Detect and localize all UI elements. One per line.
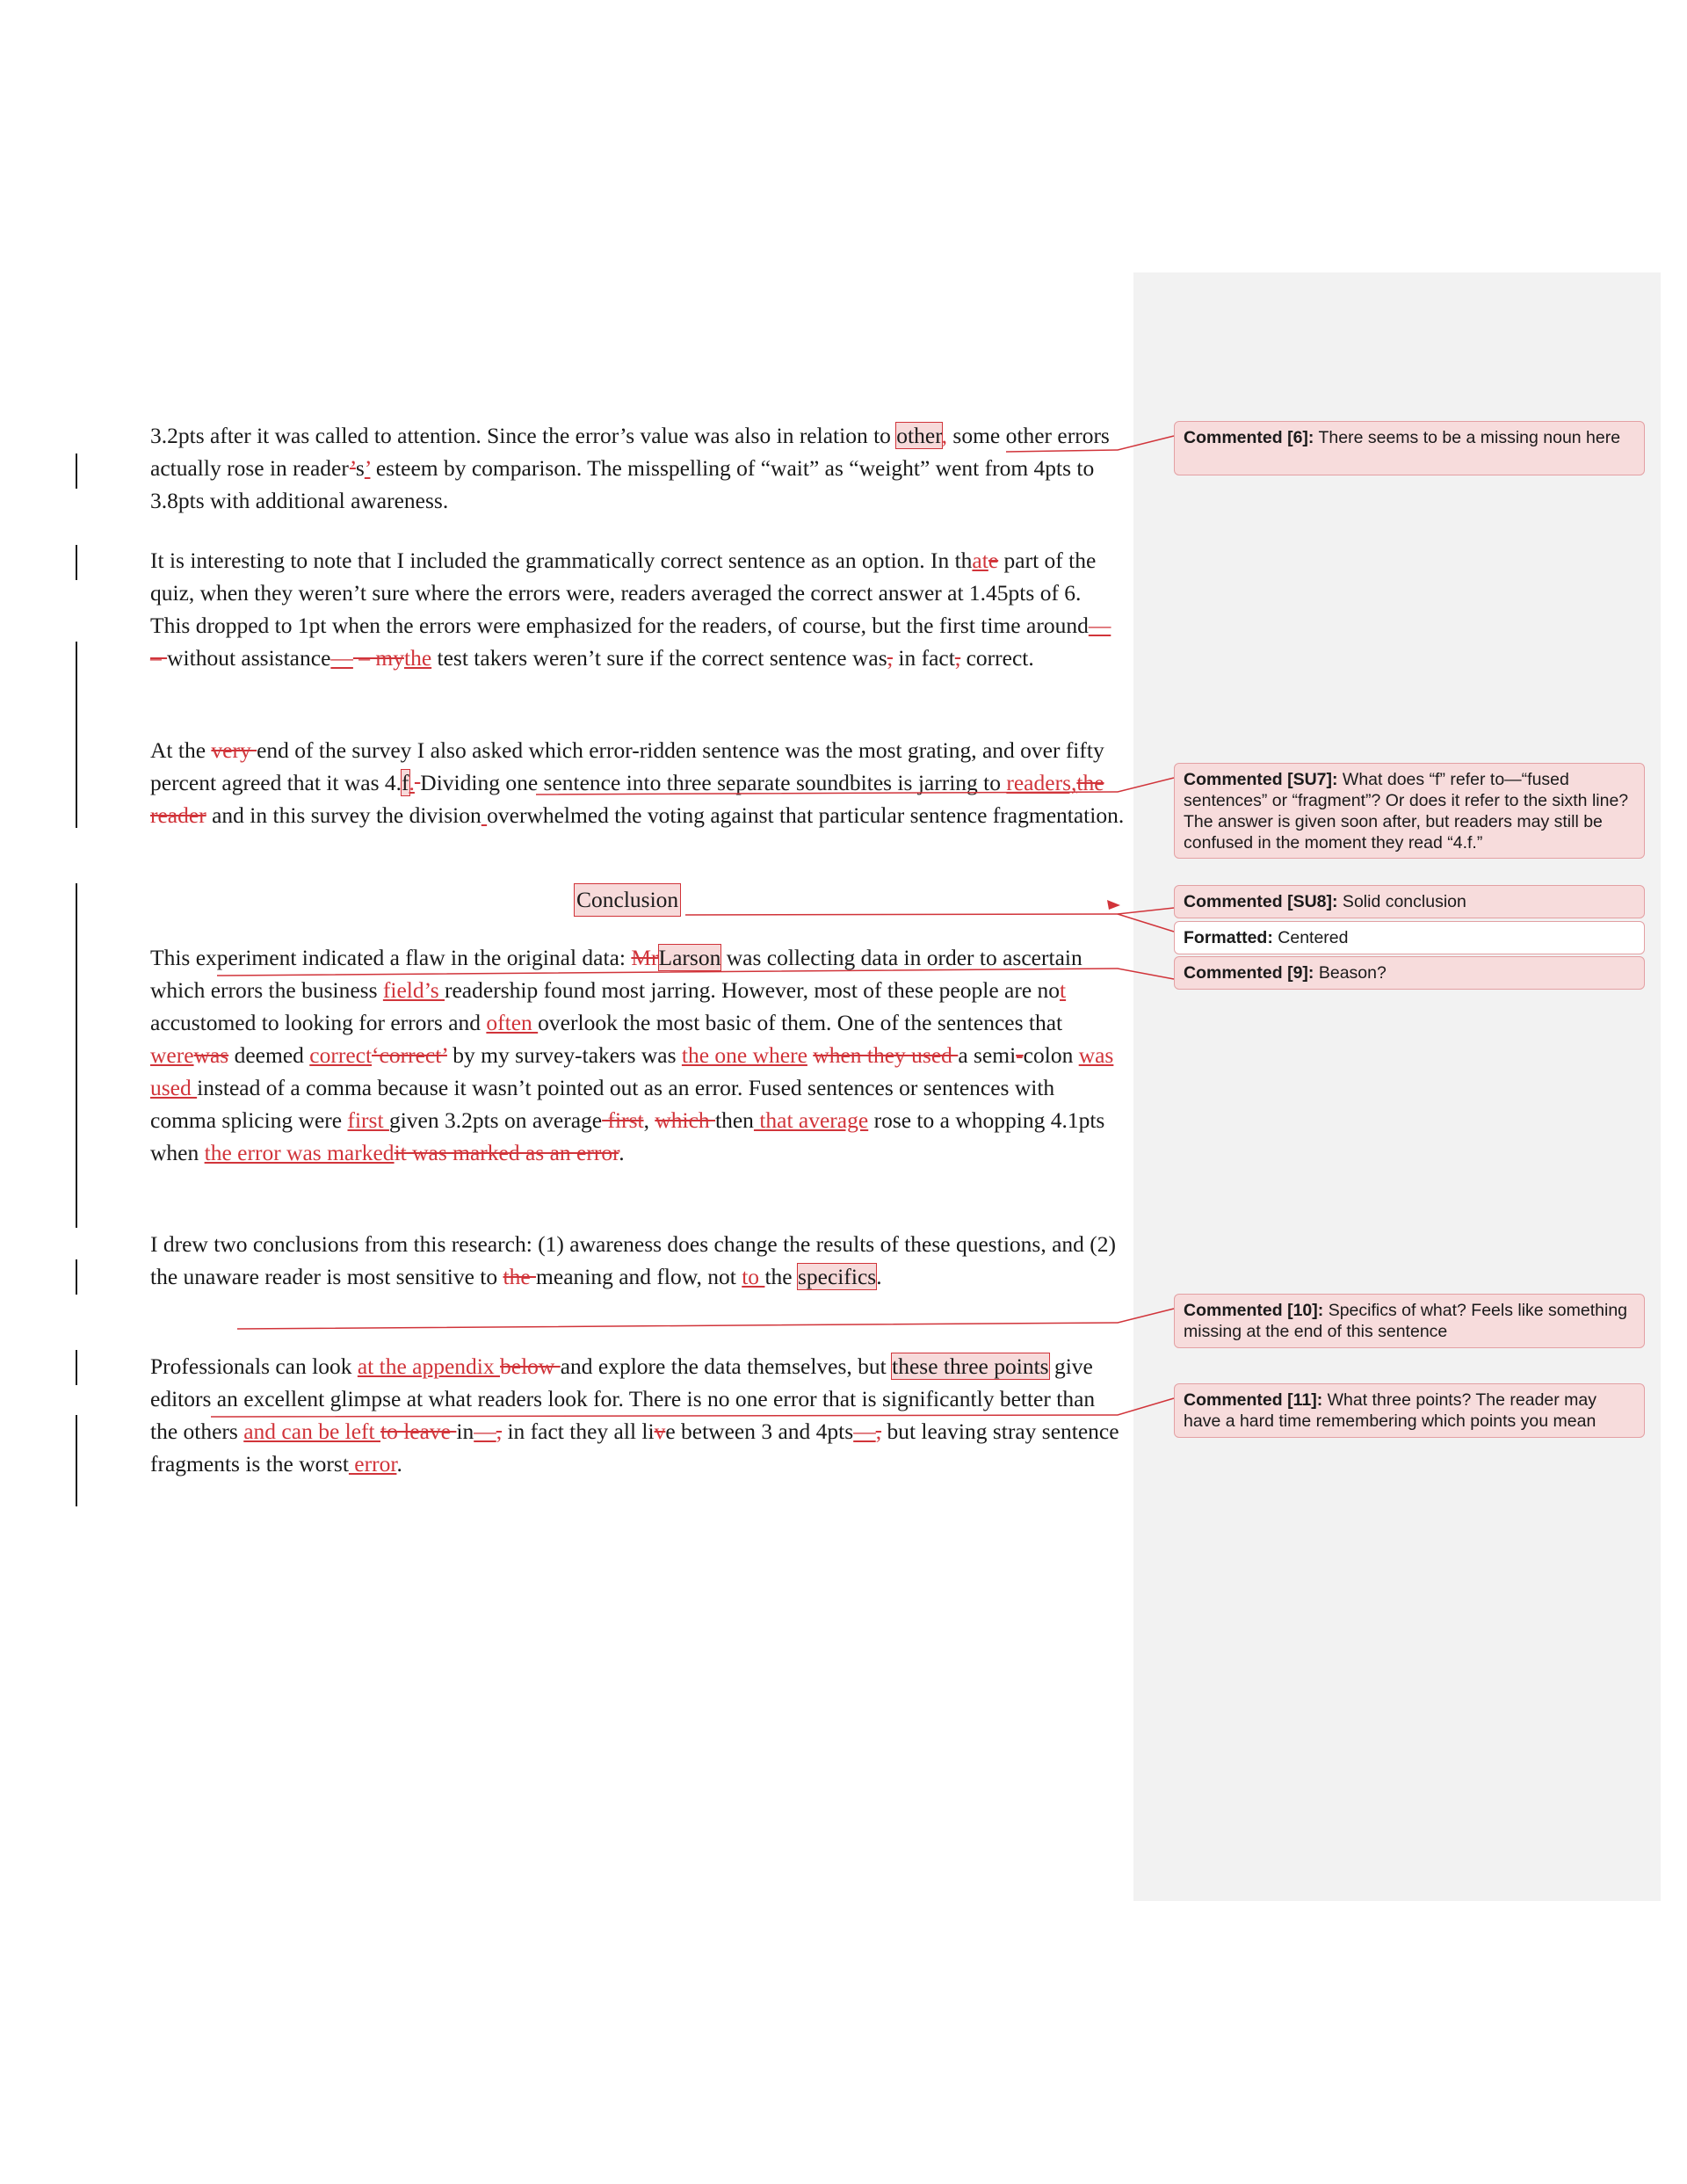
text-run: overlook the most basic of them. One of the sentences that: [538, 1010, 1063, 1035]
insertion: the error was marked: [204, 1140, 395, 1165]
deletion: which: [655, 1107, 716, 1133]
text-run: and explore the data themselves, but: [560, 1353, 893, 1379]
comment-text: Centered: [1272, 928, 1349, 947]
comment-anchor[interactable]: other: [896, 423, 942, 448]
comment-text: There seems to be a missing noun here: [1314, 428, 1621, 447]
insertion: that average: [753, 1107, 869, 1133]
comment-connector-line: [1118, 914, 1174, 932]
insertion: field’s: [382, 977, 445, 1003]
text-run: colon: [1023, 1042, 1079, 1068]
deletion: ’: [349, 455, 356, 481]
text-run: rose to a whopping 4.1pts when: [150, 1107, 1105, 1165]
text-run: correct.: [960, 645, 1034, 671]
comment-balloon[interactable]: [1174, 1294, 1645, 1348]
deletion: – my: [352, 645, 404, 671]
text-run: Professionals can look: [150, 1353, 358, 1379]
deletion: to leave: [380, 1419, 457, 1444]
comment-anchor[interactable]: f: [402, 770, 409, 795]
insertion: —: [853, 1419, 876, 1444]
comment-text: Beason?: [1314, 963, 1387, 983]
insertion: —: [330, 645, 353, 671]
text-run: deemed: [228, 1042, 310, 1068]
comment-connector-line: [685, 908, 1174, 915]
arrow-head: [1107, 900, 1120, 910]
deletion: was: [193, 1042, 229, 1068]
text-run: the: [764, 1264, 798, 1289]
comment-connector-line: [237, 1309, 1174, 1329]
text-run: in: [456, 1419, 474, 1444]
text-run: meaning and flow, not: [536, 1264, 742, 1289]
insertion: ,: [941, 423, 948, 448]
comment-anchor[interactable]: Larson: [658, 945, 721, 970]
deletion: e: [988, 548, 999, 573]
insertion: at: [972, 548, 988, 573]
text-run: some other errors actually rose in reader: [150, 423, 1110, 481]
insertion: and can be left: [243, 1419, 380, 1444]
section-heading[interactable]: Conclusion: [574, 883, 681, 917]
text-run: It is interesting to note that I included the grammatically correct sentence as an option. In th: [150, 548, 973, 573]
comment-connector-line: [1006, 436, 1174, 452]
formatting-balloon[interactable]: [1174, 921, 1645, 954]
text-run: and in this survey the division: [206, 802, 481, 828]
insertion: —: [474, 1419, 496, 1444]
insertion: was used: [150, 1042, 1114, 1100]
comment-balloon[interactable]: [1174, 956, 1645, 990]
text-run: I drew two conclusions from this research: (1) awareness does change the results of these questions, and (2) the unaware reader is most sensitive to: [150, 1231, 1117, 1289]
text-run: in fact they all li: [502, 1419, 655, 1444]
text-run: This experiment indicated a flaw in the original data:: [150, 945, 632, 970]
comment-text: What does “f” refer to—“fused sentences” or “fragment”? Or does it refer to the sixth line? The answer is given soon after, but readers may still be confused in the moment they read “4.f.”: [1184, 770, 1629, 853]
deletion: below: [500, 1353, 561, 1379]
text-run: instead of a comma because it wasn’t pointed out as an error. Fused sentences or sentences with comma splicing were: [150, 1075, 1055, 1133]
text-run: esteem by comparison. The misspelling of “wait” as “weight” went from 4pts to 3.8pts with additional awareness.: [150, 455, 1095, 513]
insertion: ’: [364, 455, 371, 481]
comment-text: Specifics of what? Feels like something missing at the end of this sentence: [1184, 1301, 1628, 1341]
text-run: s: [355, 455, 365, 481]
comment-connector-line: [536, 778, 1174, 795]
insertion: the: [403, 645, 432, 671]
comment-text: Solid conclusion: [1337, 892, 1466, 911]
comment-text: What three points? The reader may have a hard time remembering which points you mean: [1184, 1390, 1597, 1431]
text-run: test takers weren’t sure if the correct sentence was: [431, 645, 887, 671]
comment-connector-line: [217, 969, 1174, 979]
deletion: the reader: [150, 770, 1104, 828]
deletion: ,: [954, 645, 961, 671]
comment-balloon[interactable]: [1174, 763, 1645, 859]
deletion: –: [150, 645, 168, 671]
text-run: but leaving stray sentence fragments is the worst: [150, 1419, 1119, 1477]
text-run: .: [396, 1451, 402, 1477]
text-run: part of the quiz, when they weren’t sure where the errors were, readers averaged the correct answer at 1.45pts of 6. This dropped to 1pt when the errors were emphasized for the readers, of course, but the first time around: [150, 548, 1097, 638]
deletion: ,: [875, 1419, 882, 1444]
comment-label: Commented [10]:: [1184, 1301, 1324, 1320]
deletion: Mr: [631, 945, 659, 970]
insertion: readers,: [1006, 770, 1077, 795]
comment-anchor[interactable]: specifics: [797, 1264, 877, 1289]
text-run: was collecting data in order to ascertain which errors the business: [150, 945, 1082, 1003]
comment-label: Formatted:: [1184, 928, 1273, 947]
comment-label: Commented [11]:: [1184, 1390, 1323, 1410]
comment-connector-line: [211, 1398, 1174, 1417]
text-run: Dividing one sentence into three separate soundbites is jarring to: [420, 770, 1007, 795]
insertion: to: [742, 1264, 765, 1289]
comment-label: Commented [9]:: [1184, 963, 1314, 983]
insertion: —: [1088, 613, 1111, 638]
deletion: very: [211, 737, 257, 763]
comment-balloon[interactable]: [1174, 1383, 1645, 1438]
insertion: first: [347, 1107, 389, 1133]
text-run: 3.2pts after it was called to attention. Since the error’s value was also in relation to: [150, 423, 897, 448]
deletion: first: [602, 1107, 644, 1133]
comment-label: Commented [SU8]:: [1184, 892, 1338, 911]
deletion: it was marked as an error: [394, 1140, 619, 1165]
insertion: at the appendix: [357, 1353, 500, 1379]
comment-label: Commented [6]:: [1184, 428, 1314, 447]
insertion: the one where: [681, 1042, 807, 1068]
text-run: by my survey-takers was: [446, 1042, 682, 1068]
insertion: t: [1060, 977, 1067, 1003]
text-run: give editors an excellent glimpse at what readers look for. There is no one error that is significantly better than the others: [150, 1353, 1096, 1444]
text-run: in fact: [893, 645, 955, 671]
text-run: a semi: [958, 1042, 1017, 1068]
text-run: .: [876, 1264, 882, 1289]
text-run: At the: [150, 737, 212, 763]
deletion: -: [1016, 1042, 1024, 1068]
insertion: often: [486, 1010, 539, 1035]
insertion: correct: [309, 1042, 373, 1068]
deletion: the: [503, 1264, 537, 1289]
deletion: ,: [496, 1419, 503, 1444]
comment-balloon[interactable]: [1174, 421, 1645, 475]
text-run: readership found most jarring. However, most of these people are no: [445, 977, 1061, 1003]
comment-anchor[interactable]: these three points: [892, 1353, 1049, 1379]
deletion: v: [654, 1419, 666, 1444]
comment-label: Commented [SU7]:: [1184, 770, 1338, 789]
text-run: then: [715, 1107, 754, 1133]
deletion: when they used: [813, 1042, 959, 1068]
text-run: end of the survey I also asked which error-ridden sentence was the most grating, and over fifty percent agreed that it was 4.: [150, 737, 1104, 795]
text-run: e between 3 and 4pts: [665, 1419, 854, 1444]
insertion: were: [150, 1042, 194, 1068]
text-run: overwhelmed the voting against that particular sentence fragmentation.: [487, 802, 1125, 828]
comment-balloon[interactable]: [1174, 885, 1645, 918]
deletion: ,: [887, 645, 894, 671]
text-run: without assistance: [167, 645, 331, 671]
text-run: .: [619, 1140, 625, 1165]
insertion: error: [348, 1451, 397, 1477]
insertion: .: [409, 770, 415, 795]
text-run: accustomed to looking for errors and: [150, 1010, 487, 1035]
text-run: ,: [643, 1107, 655, 1133]
deletion: ‘correct’: [372, 1042, 447, 1068]
text-run: given 3.2pts on average: [388, 1107, 603, 1133]
